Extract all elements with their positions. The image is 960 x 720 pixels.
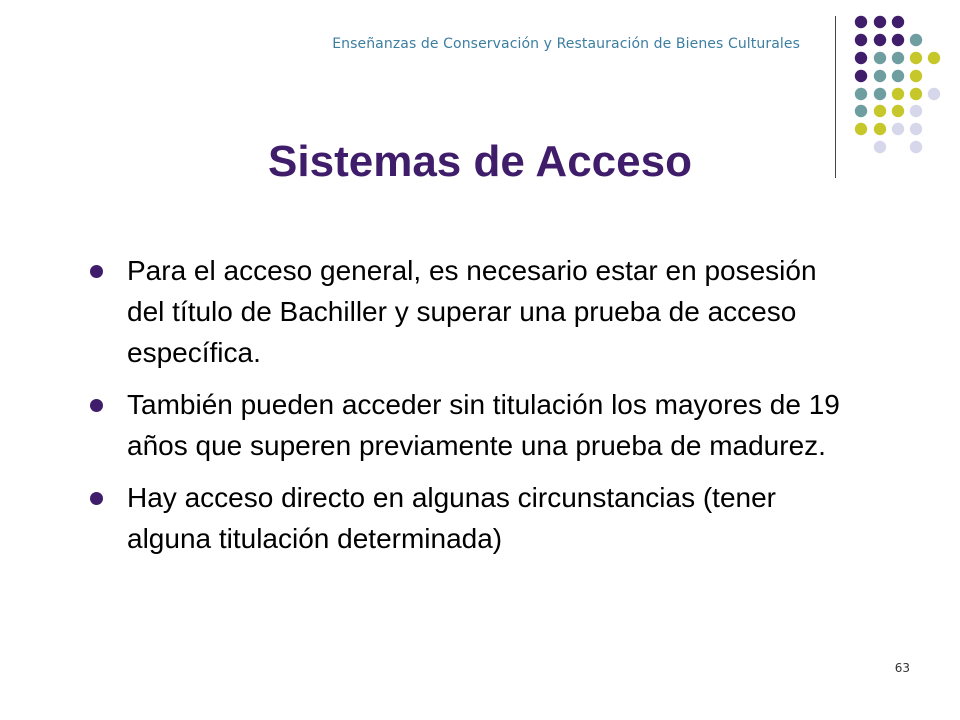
decor-dot: [910, 123, 922, 135]
decor-dot: [892, 34, 904, 46]
bullet-item: [90, 250, 850, 373]
decor-dot: [874, 70, 886, 82]
decor-dot: [874, 123, 886, 135]
decor-dot: [910, 52, 922, 64]
decor-dot: [855, 16, 867, 28]
decor-dot: [910, 34, 922, 46]
decor-dot: [855, 70, 867, 82]
bullet-item: [90, 384, 850, 466]
decor-dot: [892, 70, 904, 82]
decor-dot: [874, 52, 886, 64]
bullet-item: [90, 477, 850, 559]
bullet-text: Hay acceso directo en algunas circunstancias (tener alguna titulación determinada): [127, 482, 777, 554]
decor-dot: [892, 123, 904, 135]
decor-dot: [928, 52, 940, 64]
decor-dot: [874, 105, 886, 117]
decor-dot: [910, 70, 922, 82]
decor-dot: [874, 34, 886, 46]
decor-dot: [892, 52, 904, 64]
decor-dot: [855, 123, 867, 135]
decor-dot: [910, 105, 922, 117]
bullet-dot-icon: [90, 492, 103, 505]
decor-dot: [910, 88, 922, 100]
decor-dot: [855, 105, 867, 117]
decor-dot: [855, 52, 867, 64]
decor-dot: [892, 88, 904, 100]
decor-dot: [892, 16, 904, 28]
bullet-dot-icon: [90, 265, 103, 278]
decor-dot: [874, 16, 886, 28]
slide-title: Sistemas de Acceso: [268, 137, 692, 186]
decor-dot: [874, 88, 886, 100]
decor-dot: [855, 88, 867, 100]
bullet-dot-icon: [90, 399, 103, 412]
bullet-list: [90, 250, 850, 570]
decor-dot: [928, 88, 940, 100]
slide-header: Enseñanzas de Conservación y Restauración de Bienes Culturales: [332, 36, 800, 52]
bullet-text: También pueden acceder sin titulación los mayores de 19 años que superen previamente una prueba de madurez.: [127, 389, 840, 461]
bullet-text: Para el acceso general, es necesario estar en posesión del título de Bachiller y superar una prueba de acceso específica.: [127, 255, 817, 368]
decor-dot: [892, 105, 904, 117]
page-number: 63: [894, 661, 910, 675]
decor-dot: [855, 34, 867, 46]
